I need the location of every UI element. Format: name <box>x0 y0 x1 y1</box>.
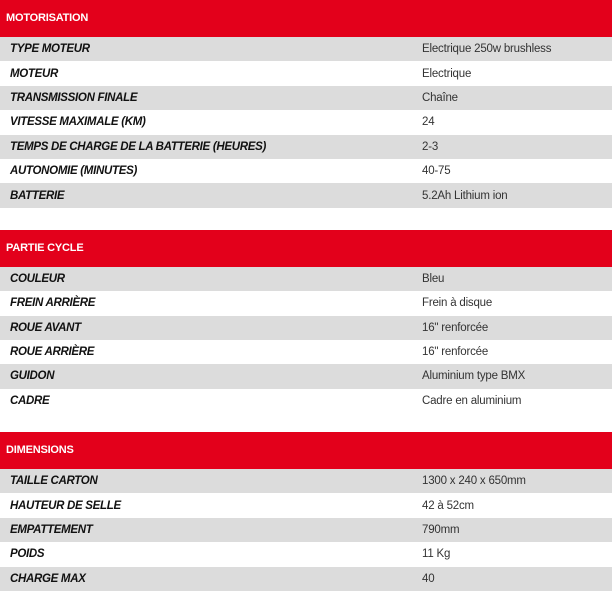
section-spacer <box>0 208 612 230</box>
row-label: MOTEUR <box>10 67 59 80</box>
table-row <box>0 135 612 159</box>
row-value: 42 à 52cm <box>422 499 474 512</box>
table-row <box>0 110 612 134</box>
row-label: TAILLE CARTON <box>10 475 98 488</box>
row-label: CADRE <box>10 394 50 407</box>
row-label: BATTERIE <box>10 189 65 202</box>
row-label: AUTONOMIE (MINUTES) <box>10 165 137 178</box>
table-row <box>0 493 612 517</box>
section-partie-cycle <box>0 230 612 413</box>
table-row <box>0 291 612 315</box>
row-label: ROUE ARRIÈRE <box>10 346 95 359</box>
table-row <box>0 340 612 364</box>
row-value: Electrique 250w brushless <box>422 43 552 56</box>
table-row <box>0 159 612 183</box>
section-spacer <box>0 413 612 432</box>
row-label: FREIN ARRIÈRE <box>10 297 96 310</box>
table-row <box>0 518 612 542</box>
row-value: Chaîne <box>422 91 458 104</box>
table-row <box>0 316 612 340</box>
section-header: MOTORISATION <box>0 0 612 37</box>
row-label: EMPATTEMENT <box>10 524 93 537</box>
row-label: GUIDON <box>10 370 55 383</box>
table-row <box>0 364 612 388</box>
table-row <box>0 389 612 413</box>
table-row <box>0 567 612 591</box>
row-label: COULEUR <box>10 272 65 285</box>
row-value: Bleu <box>422 272 445 285</box>
row-value: Frein à disque <box>422 297 493 310</box>
table-row <box>0 183 612 207</box>
row-label: TYPE MOTEUR <box>10 43 90 56</box>
row-value: 790mm <box>422 524 460 537</box>
row-label: TEMPS DE CHARGE DE LA BATTERIE (HEURES) <box>10 140 267 153</box>
row-value: 40 <box>422 572 435 585</box>
table-row <box>0 469 612 493</box>
section-header: DIMENSIONS <box>0 432 612 469</box>
table-row <box>0 267 612 291</box>
row-label: POIDS <box>10 548 45 561</box>
row-value: Cadre en aluminium <box>422 394 522 407</box>
row-value: 24 <box>422 116 435 129</box>
table-row <box>0 542 612 566</box>
row-value: 40-75 <box>422 165 451 178</box>
row-value: 16" renforcée <box>422 321 489 334</box>
row-value: Electrique <box>422 67 472 80</box>
section-dimensions <box>0 432 612 591</box>
table-row <box>0 86 612 110</box>
row-value: 11 Kg <box>422 548 451 561</box>
row-value: 16" renforcée <box>422 346 489 359</box>
row-label: HAUTEUR DE SELLE <box>10 499 121 512</box>
row-value: 2-3 <box>422 140 439 153</box>
table-row <box>0 61 612 85</box>
row-label: TRANSMISSION FINALE <box>10 91 138 104</box>
section-motorisation <box>0 0 612 208</box>
section-header: PARTIE CYCLE <box>0 230 612 267</box>
row-value: 5.2Ah Lithium ion <box>422 189 508 202</box>
row-label: ROUE AVANT <box>10 321 81 334</box>
row-label: VITESSE MAXIMALE (KM) <box>10 116 146 129</box>
row-label: CHARGE MAX <box>10 572 86 585</box>
table-row <box>0 37 612 61</box>
row-value: Aluminium type BMX <box>422 370 526 383</box>
row-value: 1300 x 240 x 650mm <box>422 475 526 488</box>
